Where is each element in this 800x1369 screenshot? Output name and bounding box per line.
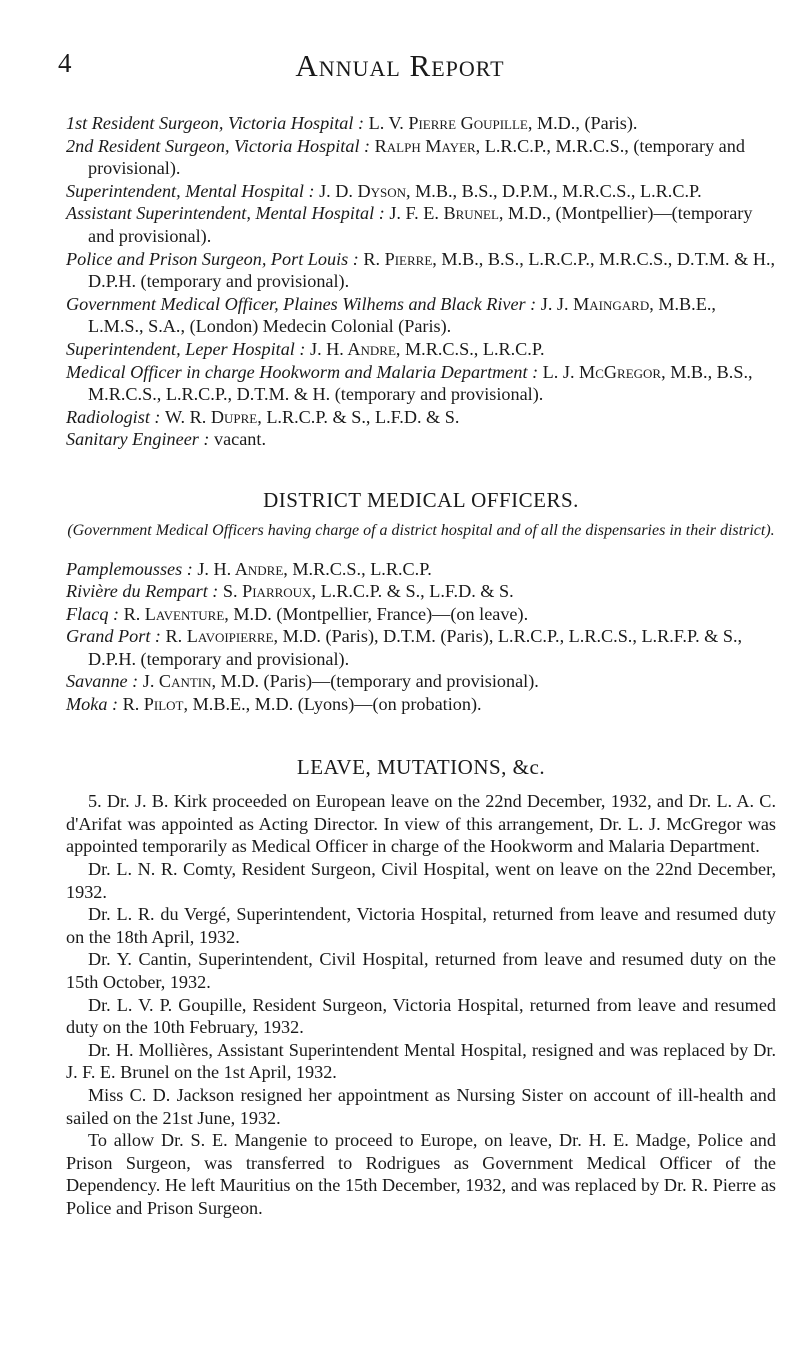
leave-paragraph: Dr. L. R. du Vergé, Superintendent, Victoria Hospital, returned from leave and resumed duty on the 18th April, 1932. <box>66 904 776 947</box>
appointments-list <box>66 112 776 451</box>
appointment-entry: Radiologist : W. R. Dupre, L.R.C.P. & S., L.F.D. & S. <box>66 406 460 427</box>
page-header <box>0 48 800 88</box>
page-number: 4 <box>58 48 72 78</box>
appointment-entry: Superintendent, Mental Hospital : J. D. Dyson, M.B., B.S., D.P.M., M.R.C.S., L.R.C.P. <box>66 180 702 201</box>
leave-paragraph: Dr. L. V. P. Goupille, Resident Surgeon, Victoria Hospital, returned from leave and resumed duty on the 10th February, 1932. <box>66 994 776 1038</box>
leave-paragraph: Dr. L. N. R. Comty, Resident Surgeon, Civil Hospital, went on leave on the 22nd December, 1932. <box>66 859 776 902</box>
appointment-entry: Police and Prison Surgeon, Port Louis : R. Pierre, M.B., B.S., L.R.C.P., M.R.C.S., D.T.M. & H., D.P.H. (temporary and provisional). <box>66 248 776 292</box>
district-entry: Pamplemousses : J. H. Andre, M.R.C.S., L.R.C.P. <box>66 558 432 579</box>
appointment-entry: 1st Resident Surgeon, Victoria Hospital : L. V. Pierre Goupille, M.D., (Paris). <box>66 113 638 133</box>
district-entry: Grand Port : R. Lavoipierre, M.D. (Paris), D.T.M. (Paris), L.R.C.P., L.R.C.S., L.R.F.P. & S., D.P.H. (temporary and provisional). <box>66 626 743 669</box>
appointment-entry: Government Medical Officer, Plaines Wilhems and Black River : J. J. Maingard, M.B.E., L.M.S., S.A., (London) Medecin Colonial (Paris). <box>66 293 716 337</box>
district-heading: DISTRICT MEDICAL OFFICERS. <box>263 487 579 512</box>
district-note: (Government Medical Officers having charge of a district hospital and of all the dispensaries in their district). <box>67 521 775 539</box>
leave-paragraph: Dr. H. Mollières, Assistant Superintendent Mental Hospital, resigned and was replaced by Dr. J. F. E. Brunel on the 1st April, 1932. <box>66 1039 776 1083</box>
page-content <box>66 112 776 1220</box>
leave-paragraph: 5. Dr. J. B. Kirk proceeded on European leave on the 22nd December, 1932, and Dr. L. A. C. d'Arifat was appointed as Acting Director. In view of this arrangement, Dr. L. J. McGregor was appointed temporarily as Medical Officer in charge of the Hookworm and Malaria Department. <box>66 791 776 857</box>
appointment-entry: 2nd Resident Surgeon, Victoria Hospital : Ralph Mayer, L.R.C.P., M.R.C.S., (temporary and provisional). <box>66 135 745 179</box>
leave-section <box>66 790 776 1219</box>
leave-heading: LEAVE, MUTATIONS, &c. <box>296 754 546 779</box>
district-list <box>66 558 776 716</box>
leave-paragraph: Miss C. D. Jackson resigned her appointment as Nursing Sister on account of ill-health and sailed on the 21st June, 1932. <box>66 1084 776 1128</box>
district-entry: Moka : R. Pilot, M.B.E., M.D. (Lyons)—(on probation). <box>66 694 482 715</box>
appointment-entry: Medical Officer in charge Hookworm and Malaria Department : L. J. McGregor, M.B., B.S., M.R.C.S., L.R.C.P., D.T.M. & H. (temporary and provisional). <box>66 361 753 405</box>
leave-paragraph: Dr. Y. Cantin, Superintendent, Civil Hospital, returned from leave and resumed duty on the 15th October, 1932. <box>66 949 776 992</box>
leave-paragraph: To allow Dr. S. E. Mangenie to proceed to Europe, on leave, Dr. H. E. Madge, Police and Prison Surgeon, was transferred to Rodrigues as Government Medical Officer of the Dependency. He left Mauritius on the 15th December, 1932, and was replaced by Dr. R. Pierre as Police and Prison Surgeon. <box>66 1130 776 1218</box>
appointment-entry: Superintendent, Leper Hospital : J. H. Andre, M.R.C.S., L.R.C.P. <box>66 338 545 359</box>
appointment-entry: Assistant Superintendent, Mental Hospital : J. F. E. Brunel, M.D., (Montpellier)—(temporary and provisional). <box>66 203 753 246</box>
district-entry: Rivière du Rempart : S. Piarroux, L.R.C.P. & S., L.F.D. & S. <box>66 581 514 602</box>
district-entry: Flacq : R. Laventure, M.D. (Montpellier, France)—(on leave). <box>66 603 529 624</box>
appointment-entry: Sanitary Engineer : vacant. <box>66 429 267 450</box>
district-entry: Savanne : J. Cantin, M.D. (Paris)—(temporary and provisional). <box>66 671 539 692</box>
running-head: Annual Report <box>295 48 505 83</box>
